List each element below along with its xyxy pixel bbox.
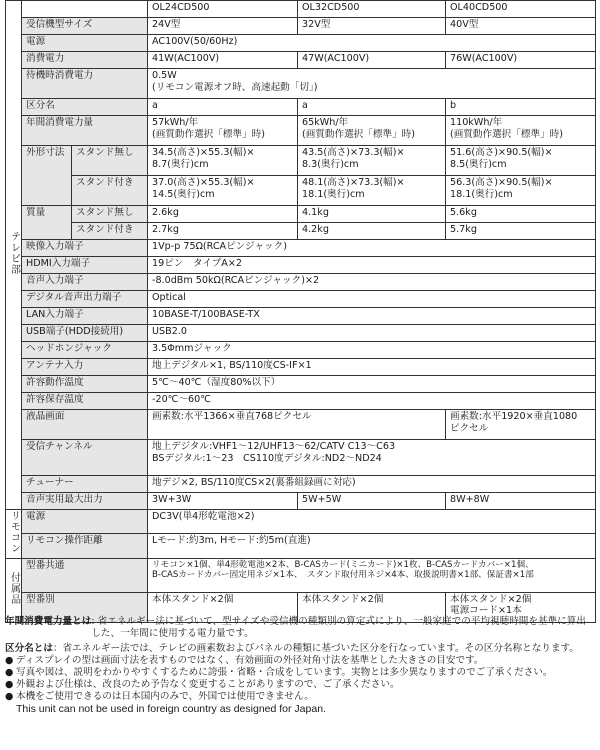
cell: 地デジ×2, BS/110度CS×2(裏番組録画に対応) <box>148 476 596 493</box>
cell <box>148 176 298 206</box>
row-label: HDMI入力端子 <box>22 257 148 274</box>
cell: -20℃～60℃ <box>148 393 596 410</box>
bullet-text: ディスプレイの型は画面寸法を表すものではなく、有効画面の外径対角寸法を基準とした大きさの目安です。 <box>16 654 484 666</box>
cell: 画素数:水平1366×垂直768ピクセル <box>148 410 446 440</box>
tuner-row <box>6 476 596 493</box>
sub-label: スタンド付き <box>72 176 148 206</box>
note-text: : 省エネルギー法に基づいて、型サイズや受信機の種類別の算定式により、一般家庭での平均視聴時間を基準に算出した、一年間に使用する電力量です。 <box>91 616 586 639</box>
cell: 5W+5W <box>298 493 446 510</box>
cell: 32V型 <box>298 18 446 35</box>
cell: 地上デジタル×1, BS/110度CS-IF×1 <box>148 359 596 376</box>
mass-with-stand-row <box>6 223 596 240</box>
cell-line: 18.1(奥行)cm <box>302 188 365 200</box>
cell: Lモード:約3m, Hモード:約5m(直進) <box>148 534 596 558</box>
cell-line: 地上デジタル:VHF1～12/UHF13～62/CATV C13～C63 <box>152 441 396 452</box>
cell: 19ピン タイプA×2 <box>148 257 596 274</box>
cell <box>446 146 596 176</box>
usb-row <box>6 325 596 342</box>
bullet-item <box>5 691 595 703</box>
row-label: 外形寸法 <box>22 146 72 206</box>
row-label: リモコン操作距離 <box>22 534 148 558</box>
bullet-mark: ● <box>5 678 14 690</box>
note-key: 年間消費電力量とは <box>5 616 92 627</box>
section-tv-label: テレビ部 <box>8 231 20 276</box>
cell: a <box>298 99 446 116</box>
row-label: 年間消費電力量 <box>22 116 148 146</box>
note-annual-energy <box>5 616 595 640</box>
cell-line: 48.1(高さ)×73.3(幅)× <box>302 177 405 188</box>
bullet-item <box>5 667 595 679</box>
cell-line: (画質動作選択「標準」時) <box>152 128 266 140</box>
bullet-item <box>5 655 595 667</box>
cell: 10BASE-T/100BASE-TX <box>148 308 596 325</box>
cell-line: 110kWh/年 <box>450 117 503 128</box>
cell <box>446 176 596 206</box>
note-text: ：省エネルギー法では、テレビの画素数およびパネルの種類に基づいた区分を行なっています。その区分名称となります。 <box>52 642 579 654</box>
row-label: 待機時消費電力 <box>22 69 148 99</box>
bullet-mark: ● <box>5 666 14 678</box>
cell-line: (画質動作選択「標準」時) <box>302 128 416 140</box>
mass-without-stand-row <box>6 206 596 223</box>
remote-distance-row <box>6 534 596 558</box>
cell-line: 51.6(高さ)×90.5(幅)× <box>450 147 553 158</box>
note-key: 区分名とは <box>5 642 53 654</box>
cell <box>148 558 596 592</box>
cell-line: 14.5(奥行)cm <box>152 188 215 200</box>
row-label: 許容動作温度 <box>22 376 148 393</box>
row-label: 音声実用最大出力 <box>22 493 148 510</box>
cell-line: BSデジタル:1～23 CS110度デジタル:ND2～ND24 <box>152 452 382 464</box>
row-label: LAN入力端子 <box>22 308 148 325</box>
cell-line: 56.3(高さ)×90.5(幅)× <box>450 177 553 188</box>
cell-line: ピクセル <box>450 422 489 434</box>
row-label: 液晶画面 <box>22 410 148 440</box>
row-label: アンテナ入力 <box>22 359 148 376</box>
cell: 24V型 <box>148 18 298 35</box>
row-label: 電源 <box>22 510 148 534</box>
row-label: 型番別 <box>22 592 148 622</box>
row-label: チューナー <box>22 476 148 493</box>
footnotes <box>5 616 595 716</box>
cell-line: 本体スタンド×2個 <box>152 593 234 605</box>
bullet-text: 写真や図は、説明をわかりやすくするために誇張・省略・合成をしています。実物とは多少異なりますのでご了承ください。 <box>16 666 553 678</box>
remote-power-row <box>6 510 596 534</box>
dimensions-with-stand-row <box>6 176 596 206</box>
cell: 76W(AC100V) <box>446 52 596 69</box>
row-label: 型番共通 <box>22 558 148 592</box>
bullet-mark: ● <box>5 654 14 666</box>
cell <box>298 146 446 176</box>
cell <box>148 440 596 476</box>
english-notice: This unit can not be used in foreign country as designed for Japan. <box>16 702 326 715</box>
dimensions-without-stand-row <box>6 146 596 176</box>
cell: 5.7kg <box>446 223 596 240</box>
cell: a <box>148 99 298 116</box>
cell: b <box>446 99 596 116</box>
cell: 47W(AC100V) <box>298 52 446 69</box>
cell-line: 本体スタンド×2個 <box>450 593 532 605</box>
digital-audio-out-row <box>6 291 596 308</box>
bullet-text: 外観および仕様は、改良のため予告なく変更することがありますので、ご了承ください。 <box>16 678 400 690</box>
bullet-text: 本機をご使用できるのは日本国内のみで、外国では使用できません。 <box>16 690 314 702</box>
cell-line: 8.7(奥行)cm <box>152 158 209 170</box>
cell: 8W+8W <box>446 493 596 510</box>
bullet-mark: ● <box>5 690 14 702</box>
cell: 2.7kg <box>148 223 298 240</box>
note-class-name <box>5 643 595 655</box>
row-label: 消費電力 <box>22 52 148 69</box>
hdmi-input-row <box>6 257 596 274</box>
cell-line: 18.1(奥行)cm <box>450 188 513 200</box>
cell: 2.6kg <box>148 206 298 223</box>
cell-line: (画質動作選択「標準」時) <box>450 128 564 140</box>
cell: USB2.0 <box>148 325 596 342</box>
standby-power-row <box>6 69 596 99</box>
class-name-row <box>6 99 596 116</box>
cell: 1Vp-p 75Ω(RCAピンジャック) <box>148 240 596 257</box>
cell: 3W+3W <box>148 493 298 510</box>
cell: 41W(AC100V) <box>148 52 298 69</box>
cell: 5.6kg <box>446 206 596 223</box>
cell-line: (リモコン電源オフ時、高速起動「切」) <box>152 81 318 93</box>
section-remote-label: リモコン <box>8 510 20 554</box>
power-consumption-row <box>6 52 596 69</box>
screen-size-row <box>6 18 596 35</box>
channels-row <box>6 440 596 476</box>
cell: 40V型 <box>446 18 596 35</box>
row-label: 受信チャンネル <box>22 440 148 476</box>
sub-label: スタンド無し <box>72 206 148 223</box>
cell <box>298 116 446 146</box>
cell: 4.1kg <box>298 206 446 223</box>
row-label: 質量 <box>22 206 72 240</box>
cell <box>148 116 298 146</box>
cell-line: 37.0(高さ)×55.3(幅)× <box>152 177 255 188</box>
cell: -8.0dBm 50kΩ(RCAピンジャック)×2 <box>148 274 596 291</box>
cell <box>298 176 446 206</box>
row-label: 許容保存温度 <box>22 393 148 410</box>
row-label: 音声入力端子 <box>22 274 148 291</box>
cell <box>446 410 596 440</box>
sub-label: スタンド付き <box>72 223 148 240</box>
cell: AC100V(50/60Hz) <box>148 35 596 52</box>
cell <box>446 116 596 146</box>
headphone-row <box>6 342 596 359</box>
model-header-row <box>6 1 596 18</box>
cell-line: 43.5(高さ)×73.3(幅)× <box>302 147 405 158</box>
storage-temp-row <box>6 393 596 410</box>
row-label: 区分名 <box>22 99 148 116</box>
operating-temp-row <box>6 376 596 393</box>
lcd-panel-row <box>6 410 596 440</box>
cell-line: 本体スタンド×2個 <box>302 593 384 605</box>
cell: DC3V(単4形乾電池×2) <box>148 510 596 534</box>
spec-table <box>5 0 596 623</box>
row-label: 電源 <box>22 35 148 52</box>
cell-line: 8.5(奥行)cm <box>450 158 507 170</box>
bullet-item <box>5 679 595 691</box>
cell-line: 34.5(高さ)×55.3(幅)× <box>152 147 255 158</box>
cell: Optical <box>148 291 596 308</box>
cell-line: 57kWh/年 <box>152 117 199 128</box>
cell <box>148 146 298 176</box>
model-name: OL32CD500 <box>298 1 446 18</box>
audio-input-row <box>6 274 596 291</box>
row-label: 受信機型サイズ <box>22 18 148 35</box>
common-accessories-row <box>6 558 596 592</box>
row-label: デジタル音声出力端子 <box>22 291 148 308</box>
cell: 4.2kg <box>298 223 446 240</box>
video-input-row <box>6 240 596 257</box>
cell <box>148 69 596 99</box>
row-label: USB端子(HDD接続用) <box>22 325 148 342</box>
audio-output-row <box>6 493 596 510</box>
section-accessories <box>6 558 22 622</box>
section-remote <box>6 510 22 559</box>
cell: 5℃～40℃（湿度80%以下） <box>148 376 596 393</box>
lan-row <box>6 308 596 325</box>
section-tv <box>6 1 22 510</box>
sub-label: スタンド無し <box>72 146 148 176</box>
model-name: OL24CD500 <box>148 1 298 18</box>
cell-line: 画素数:水平1920×垂直1080 <box>450 411 578 422</box>
cell-line: 0.5W <box>152 70 177 81</box>
cell-line: リモコン×1個、単4形乾電池×2本、B-CASカード(ミニカード)×1枚、B-CASカードカバー×1個、 <box>152 559 534 570</box>
antenna-row <box>6 359 596 376</box>
row-label: 映像入力端子 <box>22 240 148 257</box>
section-accessories-label: 付属品 <box>8 571 20 605</box>
cell-line: 8.3(奥行)cm <box>302 158 359 170</box>
annual-energy-row <box>6 116 596 146</box>
cell-line: B-CASカードカバー固定用ネジ×1本、 スタンド取付用ネジ×4本、取扱説明書×1部、保証書×1部 <box>152 570 534 581</box>
row-label: ヘッドホンジャック <box>22 342 148 359</box>
model-name: OL40CD500 <box>446 1 596 18</box>
cell-line: 電源コード×1本 <box>450 605 522 617</box>
power-source-row <box>6 35 596 52</box>
cell-line: 65kWh/年 <box>302 117 349 128</box>
cell: 3.5Φmmジャック <box>148 342 596 359</box>
